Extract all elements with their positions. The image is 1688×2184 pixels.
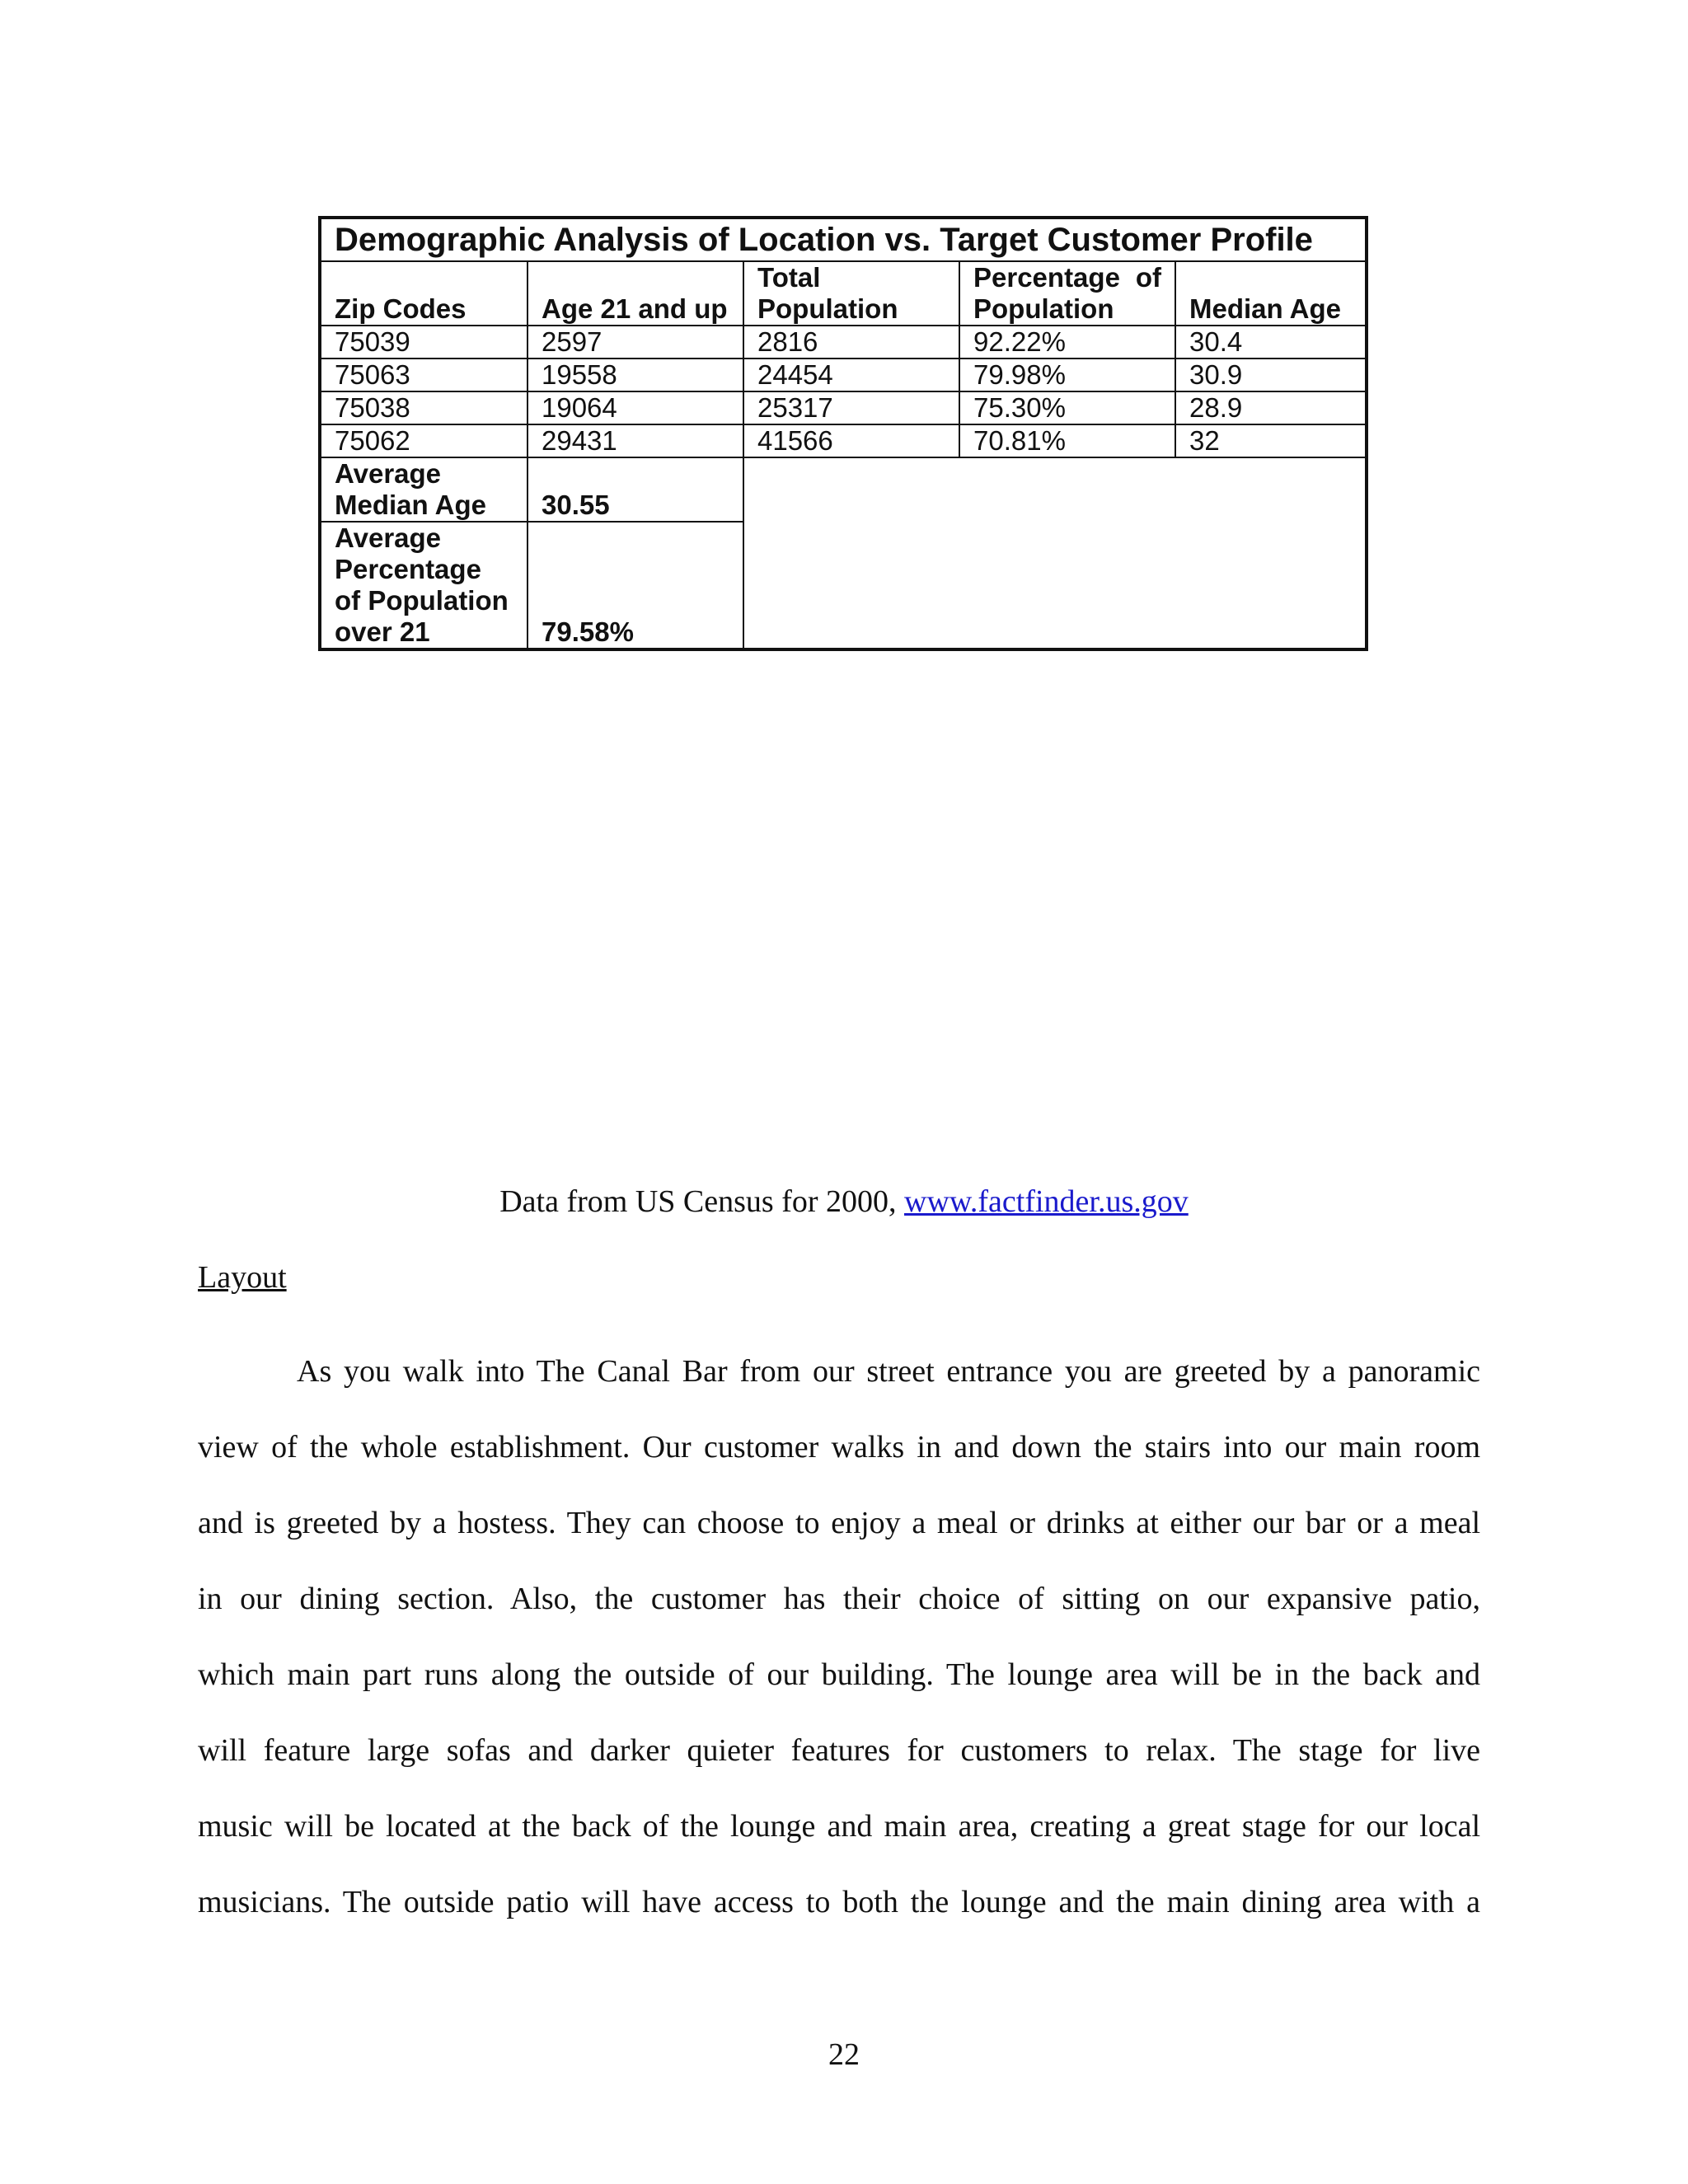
cell-median: 28.9 xyxy=(1175,391,1367,424)
paragraph-line: and is greeted by a hostess. They can choose to enjoy a meal or drinks at either our bar or a meal xyxy=(198,1506,1480,1540)
cell-percent: 75.30% xyxy=(959,391,1175,424)
cell-age21: 2597 xyxy=(528,326,743,359)
paragraph-line: music will be located at the back of the lounge and main area, creating a great stage for our local xyxy=(198,1809,1480,1844)
avg-percentage-value: 79.58% xyxy=(528,522,743,649)
cell-age21: 19064 xyxy=(528,391,743,424)
page-number: 22 xyxy=(828,2037,860,2072)
table-title-row xyxy=(320,218,1367,261)
source-citation xyxy=(0,1181,1688,1222)
table-row xyxy=(320,326,1367,359)
paragraph-line: musicians. The outside patio will have access to both the lounge and the main dining area with a xyxy=(198,1885,1480,1919)
section-heading-layout: Layout xyxy=(198,1260,287,1295)
layout-paragraph xyxy=(198,1333,1480,1940)
header-percentage-of-population: Percentage of Population xyxy=(959,261,1175,326)
table-title: Demographic Analysis of Location vs. Target Customer Profile xyxy=(320,218,1367,261)
paragraph-line: will feature large sofas and darker quieter features for customers to relax. The stage for live xyxy=(198,1733,1480,1768)
cell-median: 30.4 xyxy=(1175,326,1367,359)
cell-median: 32 xyxy=(1175,424,1367,457)
cell-zip: 75063 xyxy=(320,359,528,391)
cell-age21: 19558 xyxy=(528,359,743,391)
cell-total: 41566 xyxy=(743,424,959,457)
factfinder-link[interactable]: www.factfinder.us.gov xyxy=(904,1184,1189,1219)
header-zip-codes: Zip Codes xyxy=(320,261,528,326)
header-age-21-and-up: Age 21 and up xyxy=(528,261,743,326)
header-total-population: Total Population xyxy=(743,261,959,326)
table-row xyxy=(320,391,1367,424)
empty-summary-area xyxy=(743,457,1367,649)
table-row xyxy=(320,424,1367,457)
table-row xyxy=(320,359,1367,391)
cell-age21: 29431 xyxy=(528,424,743,457)
cell-total: 24454 xyxy=(743,359,959,391)
cell-percent: 70.81% xyxy=(959,424,1175,457)
source-text: Data from US Census for 2000, xyxy=(499,1184,905,1219)
demographic-table xyxy=(318,216,1368,651)
header-median-age: Median Age xyxy=(1175,261,1367,326)
avg-median-age-label: Average Median Age xyxy=(320,457,528,522)
cell-percent: 92.22% xyxy=(959,326,1175,359)
cell-total: 2816 xyxy=(743,326,959,359)
table-header-row xyxy=(320,261,1367,326)
paragraph-line: which main part runs along the outside of our building. The lounge area will be in the back and xyxy=(198,1657,1480,1692)
cell-median: 30.9 xyxy=(1175,359,1367,391)
avg-percentage-label: Average Percentage of Population over 21 xyxy=(320,522,528,649)
paragraph-line: As you walk into The Canal Bar from our street entrance you are greeted by a panoramic xyxy=(297,1354,1480,1389)
cell-percent: 79.98% xyxy=(959,359,1175,391)
cell-zip: 75038 xyxy=(320,391,528,424)
paragraph-line: view of the whole establishment. Our customer walks in and down the stairs into our main room xyxy=(198,1430,1480,1465)
cell-total: 25317 xyxy=(743,391,959,424)
avg-median-age-value: 30.55 xyxy=(528,457,743,522)
paragraph-line: in our dining section. Also, the customer has their choice of sitting on our expansive patio, xyxy=(198,1582,1480,1616)
summary-row-median-age xyxy=(320,457,1367,522)
cell-zip: 75062 xyxy=(320,424,528,457)
cell-zip: 75039 xyxy=(320,326,528,359)
